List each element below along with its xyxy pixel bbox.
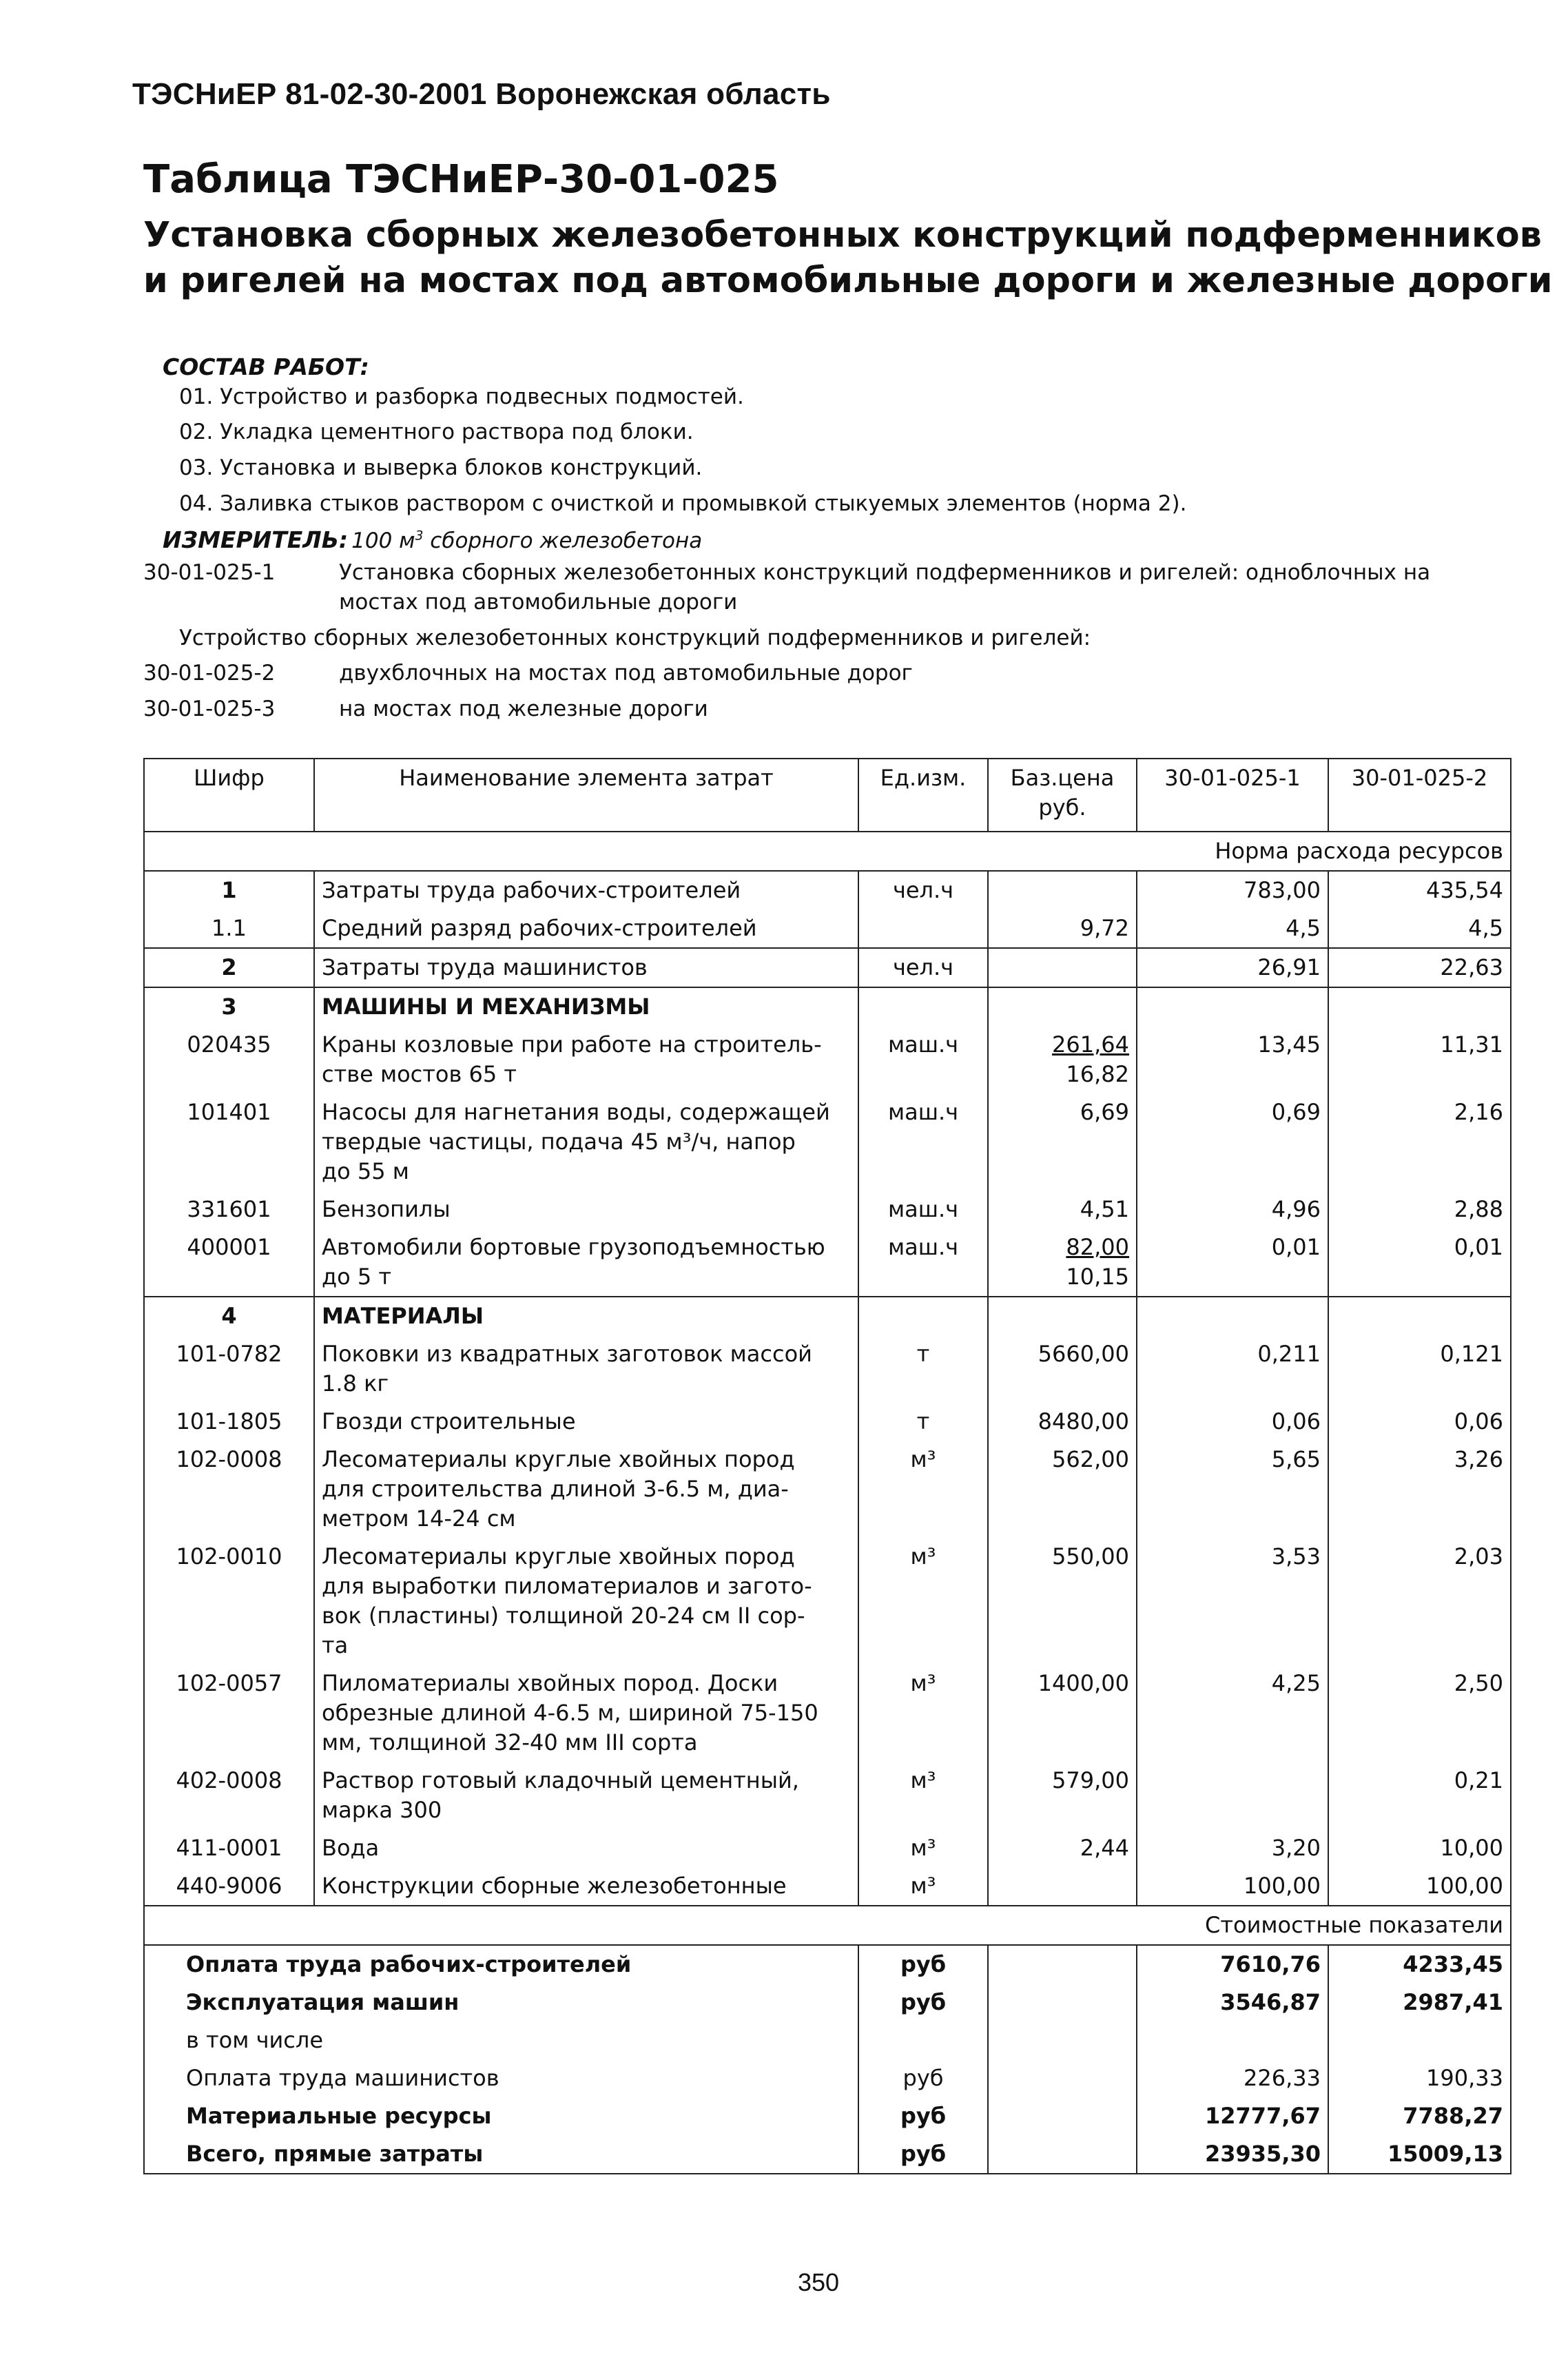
total-price: [988, 2021, 1137, 2059]
row-norm-2: 3,26: [1328, 1441, 1511, 1538]
work-item: 04. Заливка стыков раствором с очисткой и промывкой стыкуемых элементов (норма 2).: [179, 491, 1187, 516]
row-name: Бензопилы: [314, 1191, 858, 1228]
row-price: 2,44: [988, 1829, 1137, 1867]
row-code: 3: [144, 987, 314, 1026]
norm-code: 30-01-025-1: [143, 560, 276, 585]
header-code: Шифр: [144, 759, 314, 832]
row-norm-2: 2,03: [1328, 1538, 1511, 1665]
row-norm-2: 100,00: [1328, 1867, 1511, 1906]
row-unit: [858, 1297, 988, 1335]
table-row: [144, 1228, 1511, 1297]
row-norm-1: 0,06: [1137, 1403, 1328, 1441]
row-code: 1: [144, 871, 314, 909]
row-code: 101-1805: [144, 1403, 314, 1441]
row-unit: маш.ч: [858, 1026, 988, 1093]
norm-label-row: [144, 832, 1511, 871]
total-unit: руб: [858, 2097, 988, 2135]
row-norm-2: 22,63: [1328, 948, 1511, 987]
row-norm-2: 2,50: [1328, 1665, 1511, 1762]
row-unit: м³: [858, 1665, 988, 1762]
total-name: Всего, прямые затраты: [144, 2135, 858, 2174]
row-code: 1.1: [144, 909, 314, 948]
row-unit: м³: [858, 1762, 988, 1829]
table-row: [144, 1762, 1511, 1829]
row-price: 5660,00: [988, 1335, 1137, 1403]
row-price: 550,00: [988, 1538, 1137, 1665]
total-price: [988, 2097, 1137, 2135]
total-row: [144, 2021, 1511, 2059]
row-name: МАШИНЫ И МЕХАНИЗМЫ: [314, 987, 858, 1026]
total-norm-1: 7610,76: [1137, 1945, 1328, 1984]
row-name: Автомобили бортовые грузоподъемностью до 5 т: [314, 1228, 858, 1297]
table-row: [144, 1829, 1511, 1867]
totals-body: [144, 1945, 1511, 2174]
row-norm-1: 0,69: [1137, 1093, 1328, 1191]
norm-text: Установка сборных железобетонных конструкций подферменников и ригелей: одноблочных на: [339, 560, 1431, 585]
row-name: Вода: [314, 1829, 858, 1867]
row-unit: чел.ч: [858, 871, 988, 909]
row-code: 102-0057: [144, 1665, 314, 1762]
subtitle-line-1: Установка сборных железобетонных конструкций подферменников: [143, 215, 1542, 256]
total-row: [144, 2059, 1511, 2097]
row-unit: [858, 987, 988, 1026]
row-norm-2: 4,5: [1328, 909, 1511, 948]
row-unit: т: [858, 1335, 988, 1403]
row-norm-1: 0,01: [1137, 1228, 1328, 1297]
total-norm-1: 226,33: [1137, 2059, 1328, 2097]
row-code: 101401: [144, 1093, 314, 1191]
row-unit: м³: [858, 1538, 988, 1665]
header-price: Баз.цена руб.: [988, 759, 1137, 832]
cost-label: Стоимостные показатели: [144, 1906, 1511, 1945]
total-row: [144, 1984, 1511, 2021]
table-row: [144, 1026, 1511, 1093]
total-norm-2: 15009,13: [1328, 2135, 1511, 2174]
row-norm-1: 4,96: [1137, 1191, 1328, 1228]
work-heading: СОСТАВ РАБОТ:: [163, 353, 369, 380]
row-norm-2: [1328, 987, 1511, 1026]
row-name: Лесоматериалы круглые хвойных пород для выработки пиломатериалов и загото- вок (пластины) толщиной 20-24 см II сор- та: [314, 1538, 858, 1665]
total-norm-1: [1137, 2021, 1328, 2059]
cost-label-row: [144, 1906, 1511, 1945]
total-price: [988, 2135, 1137, 2174]
total-unit: руб: [858, 1945, 988, 1984]
total-unit: руб: [858, 2135, 988, 2174]
table-row: [144, 1538, 1511, 1665]
row-code: 4: [144, 1297, 314, 1335]
row-unit: [858, 909, 988, 948]
norm-intro: Устройство сборных железобетонных конструкций подферменников и ригелей:: [179, 626, 1091, 650]
row-code: 102-0010: [144, 1538, 314, 1665]
row-unit: маш.ч: [858, 1093, 988, 1191]
row-code: 440-9006: [144, 1867, 314, 1906]
row-norm-2: 435,54: [1328, 871, 1511, 909]
table-body: [144, 871, 1511, 1906]
row-norm-1: 4,25: [1137, 1665, 1328, 1762]
total-name: Эксплуатация машин: [144, 1984, 858, 2021]
row-norm-1: [1137, 1762, 1328, 1829]
row-norm-1: 5,65: [1137, 1441, 1328, 1538]
table-row: [144, 1867, 1511, 1906]
row-norm-1: 26,91: [1137, 948, 1328, 987]
row-code: 101-0782: [144, 1335, 314, 1403]
row-price: 261,64 16,82: [988, 1026, 1137, 1093]
table-row: [144, 909, 1511, 948]
row-norm-1: 0,211: [1137, 1335, 1328, 1403]
total-norm-1: 3546,87: [1137, 1984, 1328, 2021]
row-name: Затраты труда машинистов: [314, 948, 858, 987]
row-name: Конструкции сборные железобетонные: [314, 1867, 858, 1906]
row-norm-2: 2,88: [1328, 1191, 1511, 1228]
row-code: 102-0008: [144, 1441, 314, 1538]
norm-text: мостах под автомобильные дороги: [339, 590, 738, 615]
total-row: [144, 2097, 1511, 2135]
row-norm-2: 0,01: [1328, 1228, 1511, 1297]
row-price: [988, 987, 1137, 1026]
row-norm-1: 3,53: [1137, 1538, 1328, 1665]
row-price: 8480,00: [988, 1403, 1137, 1441]
table-row: [144, 1665, 1511, 1762]
total-norm-2: 2987,41: [1328, 1984, 1511, 2021]
total-name: в том числе: [144, 2021, 858, 2059]
row-name: Лесоматериалы круглые хвойных пород для строительства длиной 3-6.5 м, диа- метром 14-24 см: [314, 1441, 858, 1538]
page-number: 350: [798, 2268, 840, 2296]
table-row: [144, 1403, 1511, 1441]
row-unit: м³: [858, 1441, 988, 1538]
header-name: Наименование элемента затрат: [314, 759, 858, 832]
table-row: [144, 1297, 1511, 1335]
meter-value: 100 $м^3$ сборного железобетона: [351, 528, 703, 553]
norm-code: 30-01-025-3: [143, 697, 276, 721]
header-norm-2: 30-01-025-2: [1328, 759, 1511, 832]
row-code: 331601: [144, 1191, 314, 1228]
row-norm-1: [1137, 987, 1328, 1026]
row-name: Насосы для нагнетания воды, содержащей твердые частицы, подача 45 м³/ч, напор до 55 м: [314, 1093, 858, 1191]
row-norm-1: [1137, 1297, 1328, 1335]
row-price: 1400,00: [988, 1665, 1137, 1762]
work-item: 03. Установка и выверка блоков конструкций.: [179, 455, 703, 480]
row-norm-2: 10,00: [1328, 1829, 1511, 1867]
row-norm-2: 0,121: [1328, 1335, 1511, 1403]
row-name: МАТЕРИАЛЫ: [314, 1297, 858, 1335]
row-price: 562,00: [988, 1441, 1137, 1538]
total-norm-2: 7788,27: [1328, 2097, 1511, 2135]
norm-label: Норма расхода ресурсов: [144, 832, 1511, 871]
row-name: Раствор готовый кладочный цементный, марка 300: [314, 1762, 858, 1829]
total-unit: руб: [858, 2059, 988, 2097]
row-name: Средний разряд рабочих-строителей: [314, 909, 858, 948]
table-row: [144, 1191, 1511, 1228]
norm-text: двухблочных на мостах под автомобильные дорог: [339, 661, 913, 686]
row-unit: маш.ч: [858, 1228, 988, 1297]
row-code: 020435: [144, 1026, 314, 1093]
row-unit: т: [858, 1403, 988, 1441]
row-price: 579,00: [988, 1762, 1137, 1829]
table-row: [144, 987, 1511, 1026]
total-name: Оплата труда рабочих-строителей: [144, 1945, 858, 1984]
row-norm-2: 0,06: [1328, 1403, 1511, 1441]
row-price: 9,72: [988, 909, 1137, 948]
row-code: 400001: [144, 1228, 314, 1297]
table-header-row: [144, 759, 1511, 832]
row-price: 4,51: [988, 1191, 1137, 1228]
work-item: 02. Укладка цементного раствора под блоки.: [179, 420, 694, 444]
row-price: [988, 1297, 1137, 1335]
row-name: Пиломатериалы хвойных пород. Доски обрезные длиной 4-6.5 м, шириной 75-150 мм, толщиной 32-40 мм III сорта: [314, 1665, 858, 1762]
table-row: [144, 871, 1511, 909]
total-norm-2: 4233,45: [1328, 1945, 1511, 1984]
total-norm-1: 12777,67: [1137, 2097, 1328, 2135]
row-norm-2: 0,21: [1328, 1762, 1511, 1829]
norm-code: 30-01-025-2: [143, 661, 276, 686]
total-norm-2: [1328, 2021, 1511, 2059]
row-code: 411-0001: [144, 1829, 314, 1867]
total-norm-1: 23935,30: [1137, 2135, 1328, 2174]
row-norm-1: 4,5: [1137, 909, 1328, 948]
table-row: [144, 1335, 1511, 1403]
total-unit: руб: [858, 1984, 988, 2021]
row-norm-2: 11,31: [1328, 1026, 1511, 1093]
total-unit: [858, 2021, 988, 2059]
row-name: Поковки из квадратных заготовок массой 1.8 кг: [314, 1335, 858, 1403]
header-unit: Ед.изм.: [858, 759, 988, 832]
total-name: Материальные ресурсы: [144, 2097, 858, 2135]
table-row: [144, 1093, 1511, 1191]
row-norm-2: 2,16: [1328, 1093, 1511, 1191]
row-price: 6,69: [988, 1093, 1137, 1191]
total-price: [988, 1945, 1137, 1984]
row-norm-2: [1328, 1297, 1511, 1335]
total-norm-2: 190,33: [1328, 2059, 1511, 2097]
subtitle-line-2: и ригелей на мостах под автомобильные дороги и железные дороги: [143, 260, 1553, 301]
row-price: [988, 871, 1137, 909]
table-row: [144, 948, 1511, 987]
row-code: 2: [144, 948, 314, 987]
row-norm-1: 3,20: [1137, 1829, 1328, 1867]
total-price: [988, 1984, 1137, 2021]
row-unit: м³: [858, 1867, 988, 1906]
total-price: [988, 2059, 1137, 2097]
total-name: Оплата труда машинистов: [144, 2059, 858, 2097]
row-name: Краны козловые при работе на строитель- стве мостов 65 т: [314, 1026, 858, 1093]
row-name: Затраты труда рабочих-строителей: [314, 871, 858, 909]
document-header: ТЭСНиЕР 81-02-30-2001 Воронежская область: [132, 77, 831, 111]
row-norm-1: 100,00: [1137, 1867, 1328, 1906]
resource-table: [143, 758, 1512, 2174]
norm-text: на мостах под железные дороги: [339, 697, 708, 721]
row-name: Гвозди строительные: [314, 1403, 858, 1441]
row-norm-1: 13,45: [1137, 1026, 1328, 1093]
row-price: [988, 948, 1137, 987]
header-norm-1: 30-01-025-1: [1137, 759, 1328, 832]
meter: [163, 526, 702, 553]
total-row: [144, 1945, 1511, 1984]
row-unit: м³: [858, 1829, 988, 1867]
row-price: 82,00 10,15: [988, 1228, 1137, 1297]
row-unit: маш.ч: [858, 1191, 988, 1228]
row-norm-1: 783,00: [1137, 871, 1328, 909]
table-title: Таблица ТЭСНиЕР-30-01-025: [143, 157, 779, 202]
table-row: [144, 1441, 1511, 1538]
row-unit: чел.ч: [858, 948, 988, 987]
row-price: [988, 1867, 1137, 1906]
work-item: 01. Устройство и разборка подвесных подмостей.: [179, 384, 744, 409]
row-code: 402-0008: [144, 1762, 314, 1829]
total-row: [144, 2135, 1511, 2174]
meter-label: ИЗМЕРИТЕЛЬ:: [163, 526, 349, 553]
